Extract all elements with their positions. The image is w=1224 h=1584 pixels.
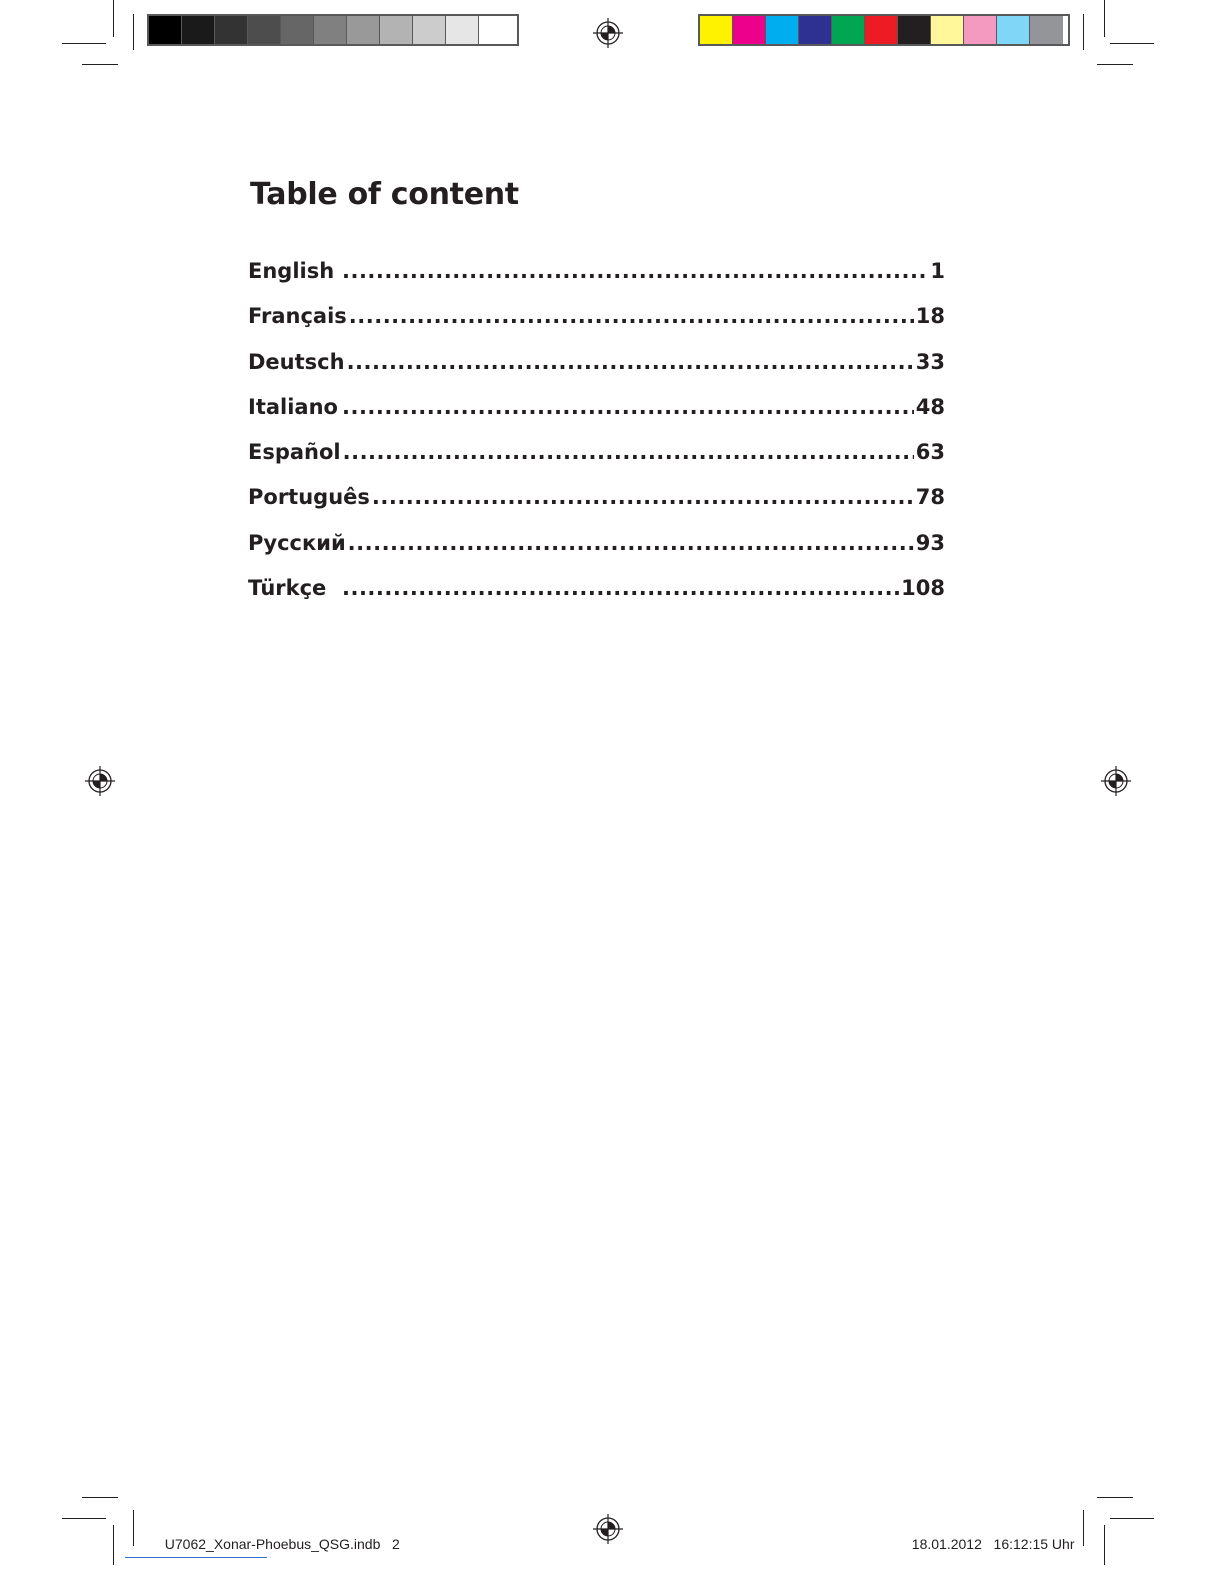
footer-file-info [157,1520,400,1552]
crop-mark [82,1497,118,1498]
page-title: Table of content [250,177,519,212]
color-swatch [700,16,733,44]
toc-language: Español [248,440,341,465]
crop-mark [1083,14,1084,50]
table-of-contents [248,259,945,621]
toc-language: Français [248,304,347,329]
footer-sheet-number: 2 [392,1536,400,1552]
crosshair-target-icon [593,1514,623,1544]
toc-page-number: 78 [915,485,945,510]
color-swatch [446,16,479,44]
toc-leader-dots [348,531,914,555]
toc-leader-dots [349,304,914,328]
crop-mark [62,1518,106,1519]
color-swatch [799,16,832,44]
crop-mark [1110,43,1154,44]
color-swatch [479,16,512,44]
color-swatch [248,16,281,44]
crop-mark [113,1525,114,1565]
color-swatch [733,16,766,44]
toc-entry[interactable] [248,259,945,304]
toc-page-number: 48 [915,394,945,419]
toc-page-number: 33 [915,349,945,374]
color-swatch [1030,16,1063,44]
toc-page-number: 63 [915,440,945,465]
toc-page-number: 93 [915,530,945,555]
color-swatch [182,16,215,44]
crop-mark [1104,1525,1105,1565]
color-swatch [832,16,865,44]
toc-entry[interactable] [248,304,945,349]
toc-language: Türkçe [248,576,327,601]
color-swatch [347,16,380,44]
crop-mark [1083,1510,1084,1546]
toc-language: English [248,259,335,283]
color-swatch [766,16,799,44]
crosshair-target-icon [85,766,115,796]
toc-entry[interactable] [248,576,945,621]
grayscale-color-bar [147,14,519,46]
color-swatch [149,16,182,44]
crop-mark [133,1510,134,1546]
toc-language: Português [248,485,370,510]
footer-time: 16:12:15 Uhr [993,1536,1075,1552]
footer-file-name: U7062_Xonar-Phoebus_QSG.indb [164,1536,381,1552]
toc-language: Deutsch [248,349,345,374]
color-swatch [865,16,898,44]
toc-language: Italiano [248,394,338,419]
color-swatch [964,16,997,44]
crop-mark [62,43,106,44]
crosshair-target-icon [1101,766,1131,796]
crop-mark [1097,1497,1133,1498]
toc-entry[interactable] [248,350,945,395]
toc-entry[interactable] [248,395,945,440]
process-color-bar [698,14,1070,46]
color-swatch [314,16,347,44]
toc-leader-dots [342,395,914,419]
footer-link-underline [125,1557,267,1558]
toc-leader-dots [342,576,899,600]
color-swatch [898,16,931,44]
toc-language: Русский [248,530,346,555]
toc-leader-dots [343,440,914,464]
toc-page-number: 18 [915,304,945,329]
toc-entry[interactable] [248,485,945,530]
toc-entry[interactable] [248,440,945,485]
color-swatch [997,16,1030,44]
crop-mark [1104,0,1105,37]
crop-mark [82,64,118,65]
toc-page-number: 1 [930,259,945,283]
toc-page-number: 108 [901,576,945,601]
toc-leader-dots [372,485,914,509]
crop-mark [1097,64,1133,65]
footer-timestamp [904,1520,1074,1552]
crop-mark [1110,1518,1154,1519]
toc-leader-dots [347,350,914,374]
toc-entry[interactable] [248,531,945,576]
color-swatch [281,16,314,44]
color-swatch [380,16,413,44]
color-swatch [215,16,248,44]
color-swatch [931,16,964,44]
color-swatch [413,16,446,44]
footer-date: 18.01.2012 [911,1536,982,1552]
crop-mark [113,0,114,37]
toc-leader-dots [342,259,928,283]
crop-mark [133,14,134,50]
crosshair-target-icon [593,18,623,48]
